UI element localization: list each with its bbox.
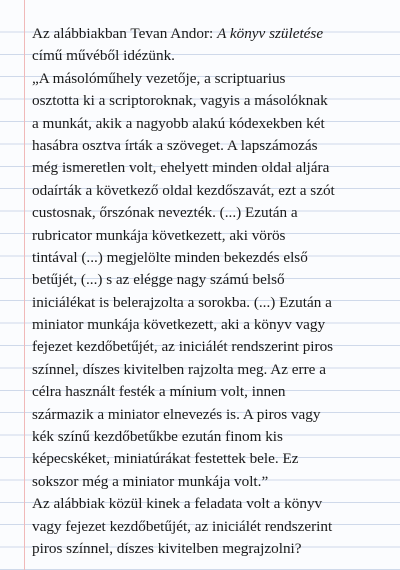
quote-line: tintával (...) megjelölte minden bekezdés első xyxy=(32,248,308,266)
quote-line: hasábra osztva írták a szöveget. A lapszámozás xyxy=(32,136,318,154)
question-line: piros színnel, díszes kivitelben megrajzolni? xyxy=(32,539,302,557)
quote-line: odaírták a következő oldal kezdőszavát, ezt a szót xyxy=(32,181,335,199)
quote-line: kék színű kezdőbetűkbe ezután finom kis xyxy=(32,428,283,446)
quote-line: „A másolóműhely vezetője, a scriptuarius xyxy=(32,69,286,87)
intro-line-2: című művéből idézünk. xyxy=(32,47,175,65)
quote-line: színnel, díszes kivitelben rajzolta meg. Az erre a xyxy=(32,360,326,378)
quote-line: custosnak, őrszónak nevezték. (...) Ezután a xyxy=(32,204,298,222)
quote-line: célra használt festék a mínium volt, innen xyxy=(32,383,286,401)
quote-line: sokszor még a miniator munkája volt.” xyxy=(32,472,269,490)
intro-line-1 xyxy=(32,23,376,45)
quote-line: betűjét, (...) s az elégge nagy számú belső xyxy=(32,271,285,289)
quote-line: származik a miniator elnevezés is. A piros vagy xyxy=(32,405,321,423)
quote-line: képecskéket, miniatúrákat festettek bele. Ez xyxy=(32,450,299,468)
quote-line: a munkát, akik a nagyobb alakú kódexekben két xyxy=(32,114,325,132)
quote-line: fejezet kezdőbetűjét, az iniciálét rendszerint piros xyxy=(32,338,334,356)
document-text xyxy=(32,23,376,560)
question-line: Az alábbiak közül kinek a feladata volt a könyv xyxy=(32,495,323,513)
intro-text: Az alábbiakban Tevan Andor: xyxy=(32,25,218,42)
quote-line: iniciálékat is belerajzolta a sorokba. (...) Ezután a xyxy=(32,293,332,311)
margin-line xyxy=(24,0,25,570)
quote-line: rubricator munkája következett, aki vörös xyxy=(32,226,286,244)
quote-line: osztotta ki a scriptoroknak, vagyis a másolóknak xyxy=(32,92,328,110)
book-title: A könyv születése xyxy=(217,25,324,42)
quote-line: még ismeretlen volt, ehelyett minden oldal aljára xyxy=(32,159,330,177)
question-line: vagy fejezet kezdőbetűjét, az iniciálét rendszerint xyxy=(32,517,333,535)
quote-line: miniator munkája következett, aki a könyv vagy xyxy=(32,316,326,334)
